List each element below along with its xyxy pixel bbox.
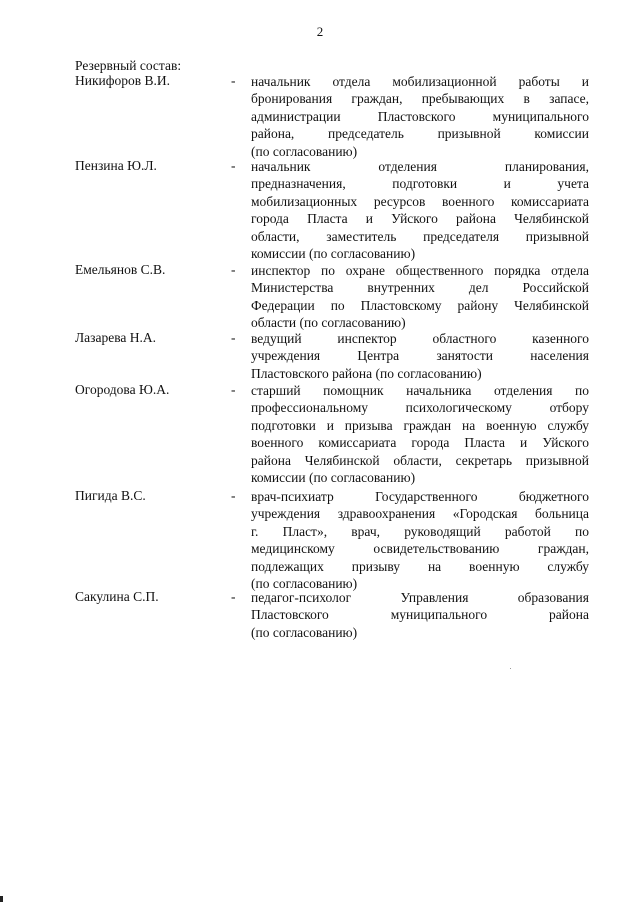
member-dash: - [231,330,236,345]
member-description [251,262,589,332]
member-description [251,589,589,641]
description-line: ведущий инспектор областного казенного [251,331,589,346]
description-line: (по согласованию) [251,576,358,592]
description-line: профессиональному психологическому отбору [251,400,589,416]
description-line: г. Пласт», врач, руководящий работой по [251,523,589,539]
description-line: комиссии (по согласованию) [251,246,416,262]
description-line: учреждения здравоохранения «Городская больница [251,506,589,522]
member-name: Огородова Ю.А. [75,382,170,397]
description-line: мобилизационных ресурсов военного комиссариата [251,193,589,209]
scan-speck [510,668,511,669]
description-line: начальник отдела мобилизационной работы и [251,74,589,89]
member-description [251,382,589,486]
member-name: Пензина Ю.Л. [75,158,157,173]
description-line: инспектор по охране общественного порядка отдела [251,263,589,278]
member-dash: - [231,382,236,397]
description-line: Пластовского района (по согласованию) [251,365,482,381]
member-dash: - [231,158,236,173]
description-line: администрации Пластовского муниципального [251,108,589,124]
description-line: (по согласованию) [251,624,358,640]
member-dash: - [231,262,236,277]
member-name: Пигида В.С. [75,488,146,503]
description-line: врач-психиатр Государственного бюджетного [251,489,589,504]
member-description [251,158,589,262]
description-line: подлежащих призыву на военную службу [251,558,589,574]
description-line: комиссии (по согласованию) [251,470,416,486]
description-line: района Челябинской области, секретарь призывной [251,452,589,468]
member-description [251,488,589,592]
member-dash: - [231,589,236,604]
description-line: педагог-психолог Управления образования [251,590,589,605]
member-name: Лазарева Н.А. [75,330,157,345]
description-line: Пластовского муниципального района [251,607,589,623]
description-line: старший помощник начальника отделения по [251,383,589,398]
description-line: медицинскому освидетельствованию граждан, [251,541,589,557]
description-line: города Пласта и Уйского района Челябинской [251,211,589,227]
description-line: подготовки и призыва граждан на военную службу [251,417,589,433]
member-dash: - [231,488,236,503]
description-line: области, заместитель председателя призывной [251,228,589,244]
member-description [251,330,589,382]
description-line: бронирования граждан, пребывающих в запасе, [251,91,589,107]
description-line: области (по согласованию) [251,315,406,331]
member-name: Сакулина С.П. [75,589,159,604]
member-name: Емельянов С.В. [75,262,166,277]
scan-edge-mark [0,896,3,902]
member-dash: - [231,73,236,88]
description-line: предназначения, подготовки и учета [251,176,589,192]
description-line: учреждения Центра занятости населения [251,348,589,364]
member-description [251,73,589,160]
description-line: района, председатель призывной комиссии [251,126,589,142]
description-line: военного комиссариата города Пласта и Уйского [251,435,589,451]
section-title: Резервный состав: [75,58,182,73]
page-number: 2 [316,24,324,39]
description-line: Федерации по Пластовскому району Челябинской [251,297,589,313]
description-line: начальник отделения планирования, [251,159,589,174]
member-name: Никифоров В.И. [75,73,171,88]
description-line: (по согласованию) [251,143,358,159]
description-line: Министерства внутренних дел Российской [251,280,589,296]
